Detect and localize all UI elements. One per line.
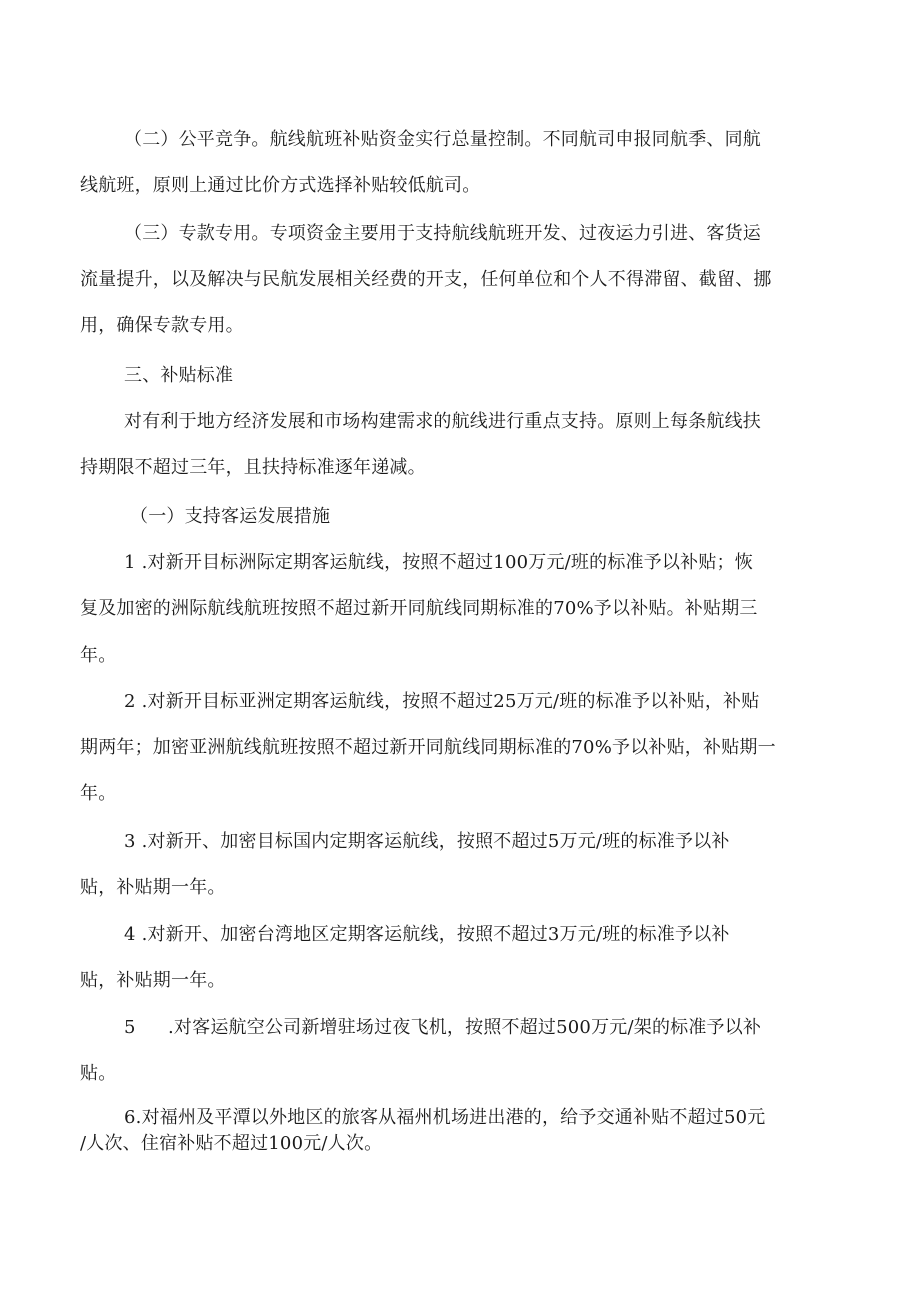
- item-1-line-3: 年。: [80, 645, 117, 666]
- item-1-line-2: 复及加密的洲际航线航班按照不超过新开同航线同期标准的70%予以补贴。补贴期三: [80, 598, 758, 619]
- principle-3-line-1: （三）专款专用。专项资金主要用于支持航线航班开发、过夜运力引进、客货运: [124, 223, 761, 244]
- item-5-number: 5: [124, 1017, 136, 1038]
- item-3-line-2: 贴，补贴期一年。: [80, 877, 226, 898]
- section-3-intro-line-1: 对有利于地方经济发展和市场构建需求的航线进行重点支持。原则上每条航线扶: [124, 411, 761, 432]
- item-6-line-2: /人次、住宿补贴不超过100元/人次。: [80, 1133, 383, 1154]
- item-2-line-2: 期两年；加密亚洲航线航班按照不超过新开同航线同期标准的70%予以补贴，补贴期一: [80, 737, 776, 758]
- section-3-intro-line-2: 持期限不超过三年，且扶持标准逐年递减。: [80, 457, 426, 478]
- subsection-1-heading: （一）支持客运发展措施: [130, 506, 331, 527]
- item-4-line-2: 贴，补贴期一年。: [80, 970, 226, 991]
- item-5-line-1: .对客运航空公司新增驻场过夜飞机，按照不超过500万元/架的标准予以补: [168, 1017, 762, 1038]
- item-3-line-1: 3 .对新开、加密目标国内定期客运航线，按照不超过5万元/班的标准予以补: [124, 831, 730, 852]
- item-4-line-1: 4 .对新开、加密台湾地区定期客运航线，按照不超过3万元/班的标准予以补: [124, 924, 730, 945]
- principle-3-line-3: 用，确保专款专用。: [80, 315, 244, 336]
- principle-3-line-2: 流量提升，以及解决与民航发展相关经费的开支，任何单位和个人不得滞留、截留、挪: [80, 269, 772, 290]
- section-3-heading: 三、补贴标准: [124, 365, 234, 386]
- item-1-line-1: 1 .对新开目标洲际定期客运航线，按照不超过100万元/班的标准予以补贴；恢: [124, 552, 753, 573]
- principle-2-line-1: （二）公平竞争。航线航班补贴资金实行总量控制。不同航司申报同航季、同航: [124, 129, 761, 150]
- item-2-line-1: 2 .对新开目标亚洲定期客运航线，按照不超过25万元/班的标准予以补贴，补贴: [124, 691, 760, 712]
- item-2-line-3: 年。: [80, 783, 117, 804]
- principle-2-line-2: 线航班，原则上通过比价方式选择补贴较低航司。: [80, 175, 481, 196]
- item-6-line-1: 6.对福州及平潭以外地区的旅客从福州机场进出港的，给予交通补贴不超过50元: [124, 1107, 766, 1128]
- item-5-line-2: 贴。: [80, 1063, 117, 1084]
